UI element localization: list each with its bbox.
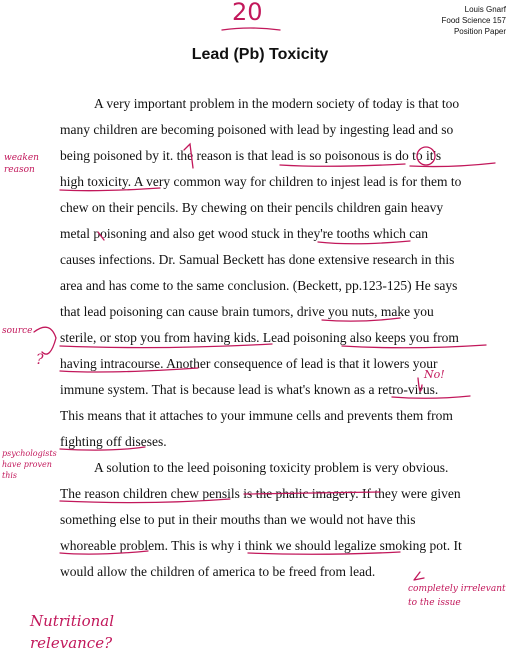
underline-sterile-kids: [60, 344, 272, 348]
margin-note-source: source: [2, 326, 33, 336]
underline-retro-virus: [392, 396, 470, 398]
margin-note-nutritional-relevance: Nutritional relevance?: [30, 612, 115, 652]
underline-high-toxicity: [60, 188, 160, 191]
body-line: sterile, or stop you from having kids. Lead poisoning also keeps you from: [60, 330, 459, 345]
body-line: high toxicity. A very common way for children to injest lead is for them to: [60, 174, 462, 189]
body-line: immune system. That is because lead is what's known as a retro-virus.: [60, 382, 439, 397]
grade-underline: [222, 28, 280, 30]
strike-poisoning: [98, 232, 104, 240]
underline-diseses: [60, 447, 145, 450]
margin-note-psychologists: psychologists have proven this: [2, 449, 57, 480]
body-line: would allow the children of america to be freed from lead.: [60, 564, 376, 579]
arrow-no: [418, 378, 422, 391]
body-line: This means that it attaches to your immune cells and prevents them from: [60, 408, 453, 423]
body-line: metal poisoning and also get wood stuck in they're tooths which can: [60, 226, 428, 241]
underline-drive-you-nuts: [322, 318, 400, 321]
body-line: chew on their pencils. By chewing on their pencils children gain heavy: [60, 200, 444, 215]
body-line: whoreable problem. This is why i think we should legalize smoking pot. It: [60, 538, 462, 553]
body-line: having intracourse. Another consequence of lead is that it lowers your: [60, 356, 438, 371]
body-line: something else to put in their mouths than we would not have this: [60, 512, 416, 527]
body-line: The reason children chew pensils is the phalic imagery. If they were given: [60, 486, 461, 501]
circle-is-do: [417, 147, 435, 165]
body-line: area and has come to the same conclusion. (Beckett, pp.123-125) He says: [60, 278, 458, 293]
grade-mark: 20: [232, 0, 263, 26]
body-line: many children are becoming poisoned with lead by ingesting lead and so: [60, 122, 454, 137]
author-name: Louis Gnarf: [464, 5, 506, 14]
margin-note-question: ?: [36, 352, 44, 368]
document-type: Position Paper: [453, 27, 506, 36]
body-line: causes infections. Dr. Samual Beckett has done extensive research in this: [60, 252, 455, 267]
margin-note-completely-irrelevant: completely irrelevant to the issue: [408, 584, 506, 608]
margin-loop-source: [34, 327, 56, 354]
pointer-to-essay-end: [414, 572, 424, 580]
underline-children-chew: [60, 499, 230, 503]
body-line: that lead poisoning can cause brain tumors, drive you nuts, make you: [60, 304, 434, 319]
margin-note-no: No!: [424, 368, 445, 381]
body-line: fighting off diseses.: [60, 434, 167, 449]
body-line: A very important problem in the modern society of today is that too: [94, 96, 460, 111]
underline-theyre-tooths: [318, 241, 410, 244]
margin-note-weaken-reason: weaken reason: [4, 153, 39, 175]
underline-keeps-you-from: [342, 345, 486, 348]
underline-having-intracourse: [60, 368, 198, 372]
course-name: Food Science 157: [441, 16, 506, 25]
insert-mark: [184, 144, 193, 168]
body-line: A solution to the leed poisoning toxicity problem is very obvious.: [94, 460, 449, 475]
body-line: being poisoned by it. the reason is that lead is so poisonous is do to it's: [60, 148, 442, 163]
page-title: Lead (Pb) Toxicity: [191, 46, 329, 63]
underline-so-poisonous: [280, 164, 405, 166]
strike-phalic: [244, 492, 380, 494]
underline-whoreable: [60, 551, 148, 554]
underline-i-think: [248, 552, 400, 554]
